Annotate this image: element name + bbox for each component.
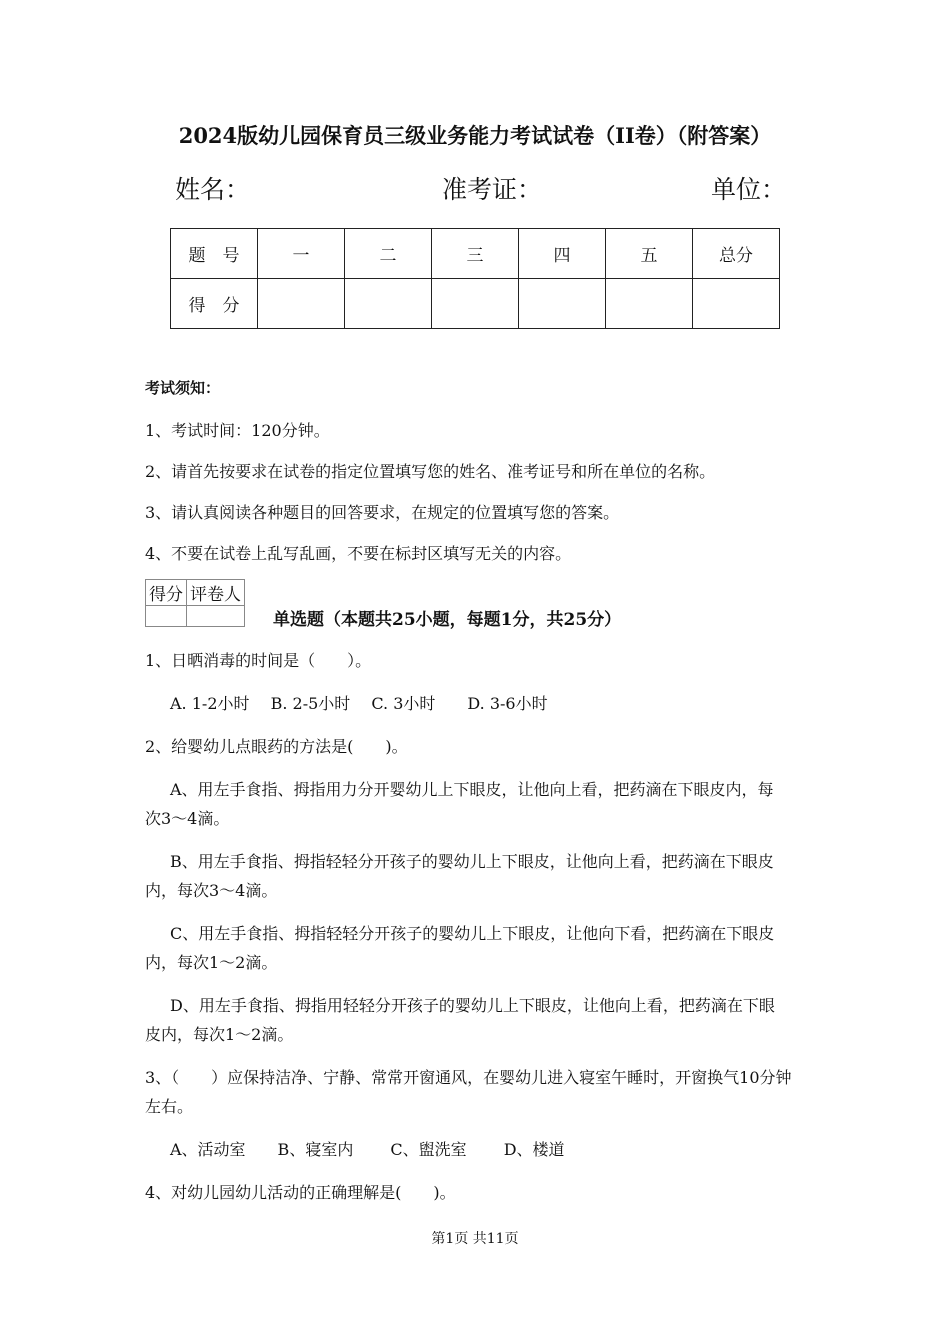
score-table <box>170 228 780 329</box>
question-2-option-b-cont: 内，每次3～4滴。 <box>145 881 278 900</box>
question-3-options: A、活动室 B、寝室内 C、盥洗室 D、楼道 <box>170 1140 565 1159</box>
page-title: 2024版幼儿园保育员三级业务能力考试试卷（II卷）（附答案） <box>178 123 772 148</box>
score-header-label: 题 号 <box>171 229 258 279</box>
grader-box <box>145 579 245 627</box>
question-1-options: A. 1-2小时 B. 2-5小时 C. 3小时 D. 3-6小时 <box>170 694 548 713</box>
score-header-4: 四 <box>519 229 606 279</box>
question-3-stem: 3、（ ）应保持洁净、宁静、常常开窗通风，在婴幼儿进入寝室午睡时，开窗换气10分钟 <box>145 1068 792 1087</box>
score-cell <box>432 279 519 329</box>
score-cell <box>345 279 432 329</box>
question-2-option-c-cont: 内，每次1～2滴。 <box>145 953 278 972</box>
exam-id-field-label: 准考证： <box>442 175 543 204</box>
question-2-option-c: C、用左手食指、拇指轻轻分开孩子的婴幼儿上下眼皮，让他向下看，把药滴在下眼皮 <box>170 924 775 943</box>
grader-name-label: 评卷人 <box>187 580 245 606</box>
question-2-option-b: B、用左手食指、拇指轻轻分开孩子的婴幼儿上下眼皮，让他向上看，把药滴在下眼皮 <box>170 852 774 871</box>
question-1-stem: 1、日晒消毒的时间是（ ）。 <box>145 651 372 670</box>
notice-item: 1、考试时间：120分钟。 <box>145 421 330 440</box>
question-2-option-d-cont: 皮内，每次1～2滴。 <box>145 1025 294 1044</box>
notice-title: 考试须知： <box>145 379 221 397</box>
notice-item: 3、请认真阅读各种题目的回答要求，在规定的位置填写您的答案。 <box>145 503 620 522</box>
question-2-option-d: D、用左手食指、拇指用轻轻分开孩子的婴幼儿上下眼皮，让他向上看，把药滴在下眼 <box>170 996 775 1015</box>
score-header-5: 五 <box>606 229 693 279</box>
grader-score-cell <box>146 606 187 627</box>
score-header-total: 总分 <box>693 229 780 279</box>
section-title: 单选题（本题共25小题，每题1分，共25分） <box>273 610 622 630</box>
score-table-header-row <box>171 229 780 279</box>
grader-score-label: 得分 <box>146 580 187 606</box>
grader-name-cell <box>187 606 245 627</box>
question-4-stem: 4、对幼儿园幼儿活动的正确理解是( )。 <box>145 1183 456 1202</box>
unit-field-label: 单位： <box>711 175 787 204</box>
score-cell <box>519 279 606 329</box>
question-2-option-a-cont: 次3～4滴。 <box>145 809 230 828</box>
question-3-stem-cont: 左右。 <box>145 1097 194 1116</box>
notice-item: 2、请首先按要求在试卷的指定位置填写您的姓名、准考证号和所在单位的名称。 <box>145 462 716 481</box>
score-cell <box>258 279 345 329</box>
score-cell <box>606 279 693 329</box>
score-table-score-row <box>171 279 780 329</box>
page-footer: 第1页 共11页 <box>431 1231 519 1247</box>
score-header-2: 二 <box>345 229 432 279</box>
notice-item: 4、不要在试卷上乱写乱画，不要在标封区填写无关的内容。 <box>145 544 572 563</box>
question-2-stem: 2、给婴幼儿点眼药的方法是( )。 <box>145 737 408 756</box>
question-2-option-a: A、用左手食指、拇指用力分开婴幼儿上下眼皮，让他向上看，把药滴在下眼皮内，每 <box>170 780 774 799</box>
score-row-label: 得 分 <box>171 279 258 329</box>
name-field-label: 姓名： <box>175 175 251 204</box>
score-cell <box>693 279 780 329</box>
score-header-3: 三 <box>432 229 519 279</box>
score-header-1: 一 <box>258 229 345 279</box>
